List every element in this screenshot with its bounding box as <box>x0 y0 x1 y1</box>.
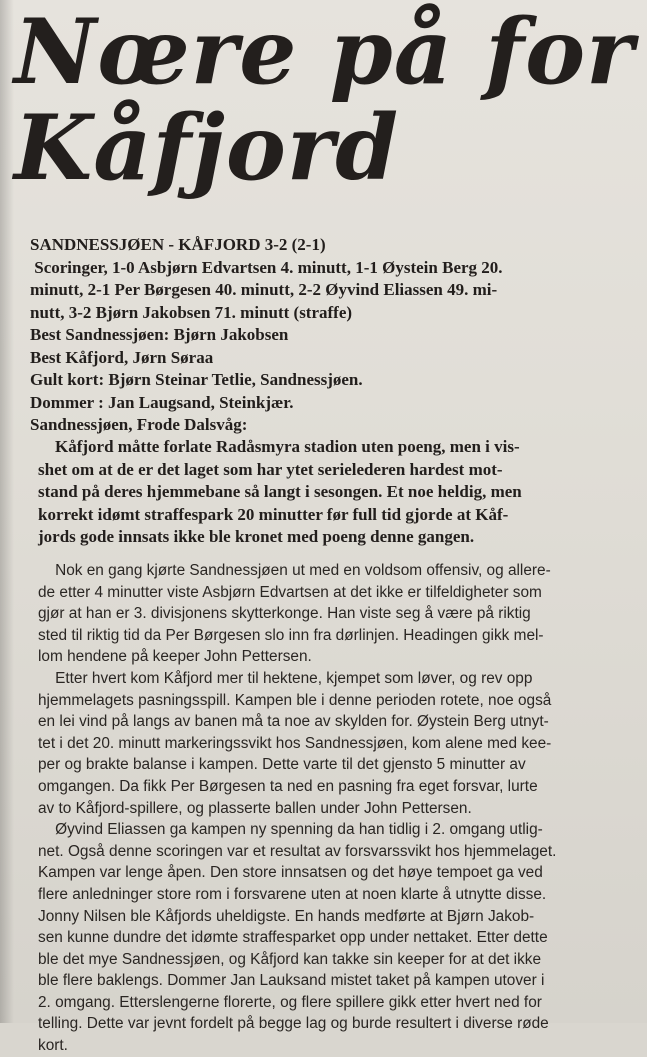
scorers-line: nutt, 3-2 Bjørn Jakobsen 71. minutt (straffe) <box>30 302 353 322</box>
body-line: kort. <box>38 1037 68 1055</box>
lede-paragraph <box>38 436 633 549</box>
body-line: flere anledninger store rom i forsvarene uten at noen klarte å utnytte disse. <box>38 885 547 903</box>
body-line: Nok en gang kjørte Sandnessjøen ut med en voldsom offensiv, og allere- <box>38 562 551 579</box>
body-line: gjør at han er 3. divisjonens skytterkonge. Han viste seg å være på riktig <box>38 605 531 623</box>
lede-line: shet om at de er det laget som har ytet serielederen hardest mot- <box>38 459 503 479</box>
match-facts <box>30 234 630 437</box>
lede-line: jords gode innsats ikke ble kronet med poeng denne gangen. <box>38 527 475 546</box>
headline <box>14 0 635 201</box>
headline-line-2: Kåfjord <box>14 95 400 201</box>
body-line: ble det mye Sandnessjøen, og Kåfjord kan takke sin keeper for at det ikke <box>38 950 542 968</box>
body-line: Etter hvert kom Kåfjord mer til hektene, kjempet som løver, og rev opp <box>38 669 533 687</box>
article-body <box>38 560 638 1057</box>
headline-line-1: Nœre på for <box>14 0 635 105</box>
page-edge-shadow <box>0 0 14 1023</box>
lede-line: stand på deres hjemmebane så langt i sesongen. Et noe heldig, men <box>38 482 522 501</box>
body-line: Øyvind Eliassen ga kampen ny spenning da han tidlig i 2. omgang utlig- <box>38 821 543 839</box>
referee: Dommer : Jan Laugsand, Steinkjær. <box>30 392 294 412</box>
body-line: sen kunne dundre det idømte straffesparket opp under nettaket. Etter dette <box>38 929 548 947</box>
best-player-home: Best Sandnessjøen: Bjørn Jakobsen <box>30 325 289 344</box>
body-line: en lei vind på langs av banen må ta noe av skylden for. Øystein Berg utnyt- <box>38 713 549 731</box>
body-line: de etter 4 minutter viste Asbjørn Edvartsen at det ikke er tilfeldigheter som <box>38 583 542 601</box>
lede-line: Kåfjord måtte forlate Radåsmyra stadion uten poeng, men i vis- <box>38 437 520 456</box>
body-line: omgangen. Da fikk Per Børgesen ta ned en pasning fra eget forsvar, lurte <box>38 777 538 795</box>
body-line: per og brakte balanse i kampen. Dette varte til det gjensto 5 minutter av <box>38 756 526 774</box>
match-result: SANDNESSJØEN - KÅFJORD 3-2 (2-1) <box>30 235 326 254</box>
body-line: Jonny Nilsen ble Kåfjords uheldigste. En hands medførte at Bjørn Jakob- <box>38 907 535 925</box>
body-line: telling. Dette var jevnt fordelt på begge lag og burde resultert i diverse røde <box>38 1015 549 1033</box>
body-line: Kampen var lenge åpen. Den store innsatsen og det høye tempoet ga ved <box>38 864 543 882</box>
body-line: 2. omgang. Etterslengerne florerte, og flere spillere gikk etter hvert ned for <box>38 993 542 1011</box>
body-line: hjemmelagets pasningsspill. Kampen ble i denne perioden rotete, noe også <box>38 691 552 709</box>
body-line: ble flere baklengs. Dommer Jan Lauksand mistet taket på kampen utover i <box>38 972 545 990</box>
body-line: net. Også denne scoringen var et resultat av forsvarssvikt hos hjemmelaget. <box>38 842 557 860</box>
body-line: sted til riktig tid da Per Børgesen slo inn fra dørlinjen. Headingen gikk mel- <box>38 626 544 644</box>
best-player-away: Best Kåfjord, Jørn Søraa <box>30 347 214 367</box>
yellow-card: Gult kort: Bjørn Steinar Tetlie, Sandnessjøen. <box>30 370 363 389</box>
byline: Sandnessjøen, Frode Dalsvåg: <box>30 415 248 434</box>
body-line: lom hendene på keeper John Pettersen. <box>38 648 312 666</box>
scorers-line: minutt, 2-1 Per Børgesen 40. minutt, 2-2 Øyvind Eliassen 49. mi- <box>30 280 498 299</box>
body-line: av to Kåfjord-spillere, og plasserte ballen under John Pettersen. <box>38 799 472 817</box>
body-line: tet i det 20. minutt markeringssvikt hos Sandnessjøen, kom alene med kee- <box>38 734 552 752</box>
scorers-line: Scoringer, 1-0 Asbjørn Edvartsen 4. minutt, 1-1 Øystein Berg 20. <box>30 257 503 277</box>
lede-line: korrekt idømt straffespark 20 minutter før full tid gjorde at Kåf- <box>38 504 509 524</box>
